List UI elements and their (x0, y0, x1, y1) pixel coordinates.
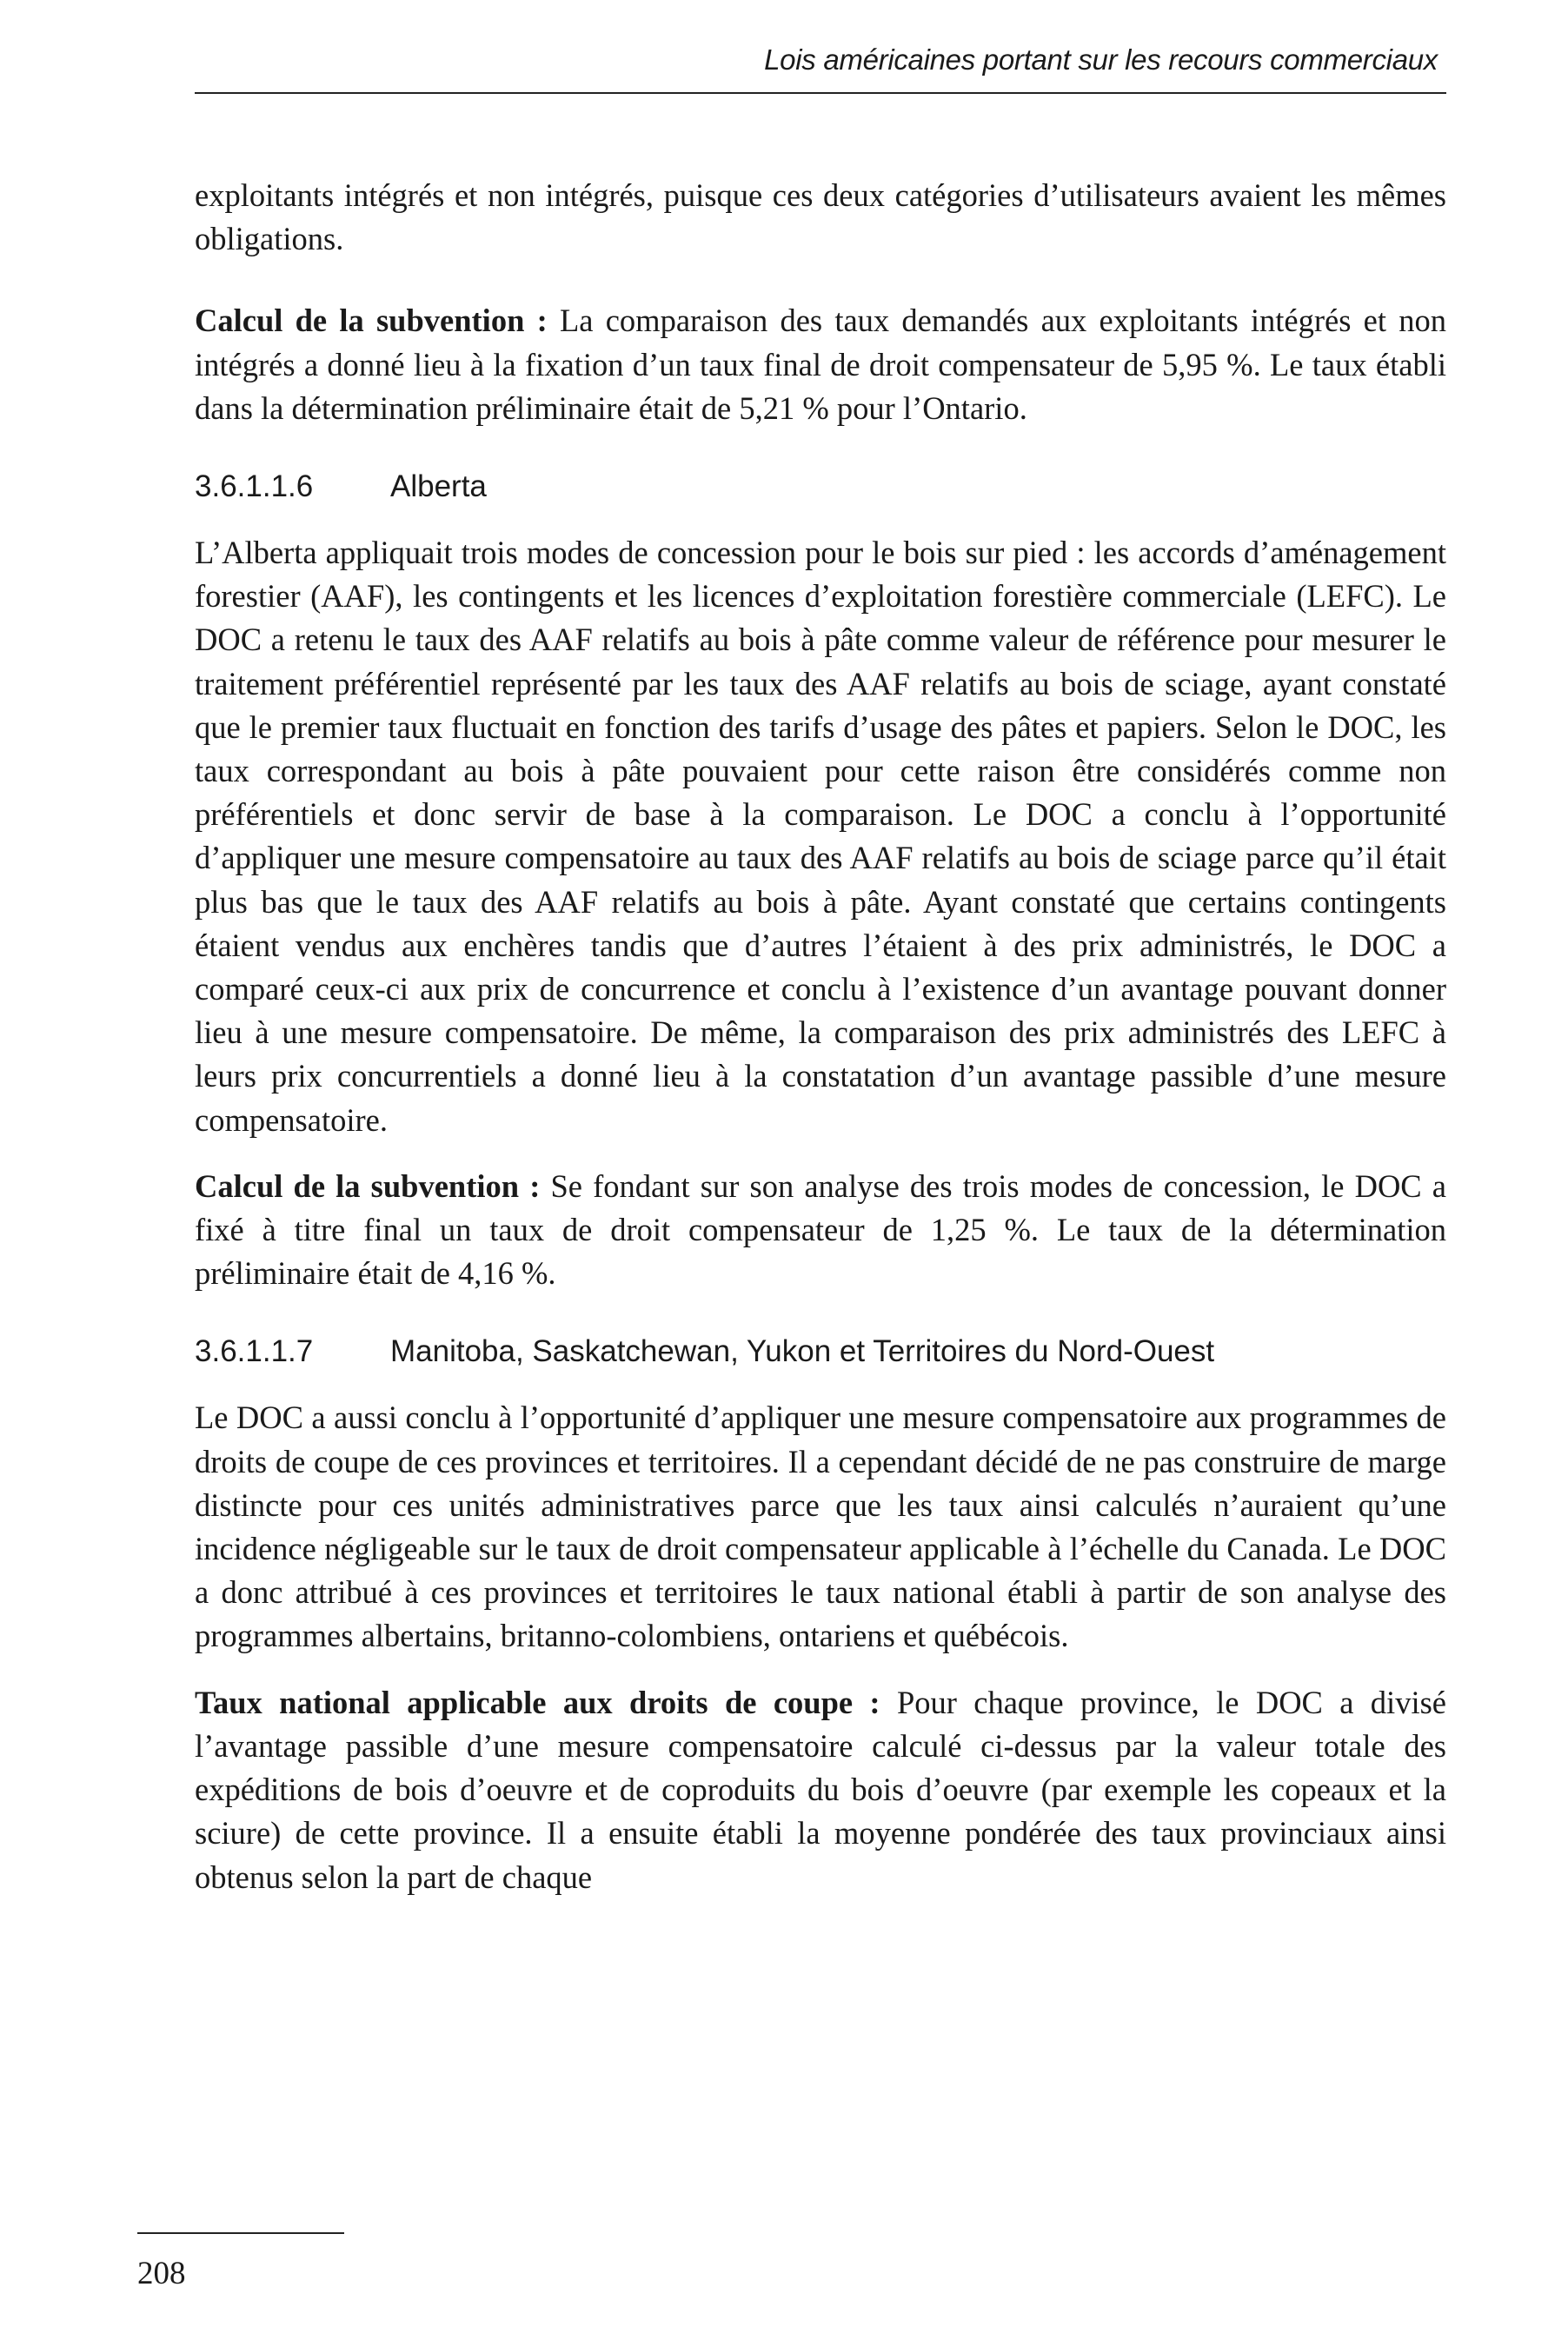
page-footer (137, 2232, 344, 2292)
section-title: Manitoba, Saskatchewan, Yukon et Territoires du Nord-Ouest (390, 1334, 1215, 1369)
paragraph-subsidy-ontario (195, 299, 1446, 430)
section-number: 3.6.1.1.7 (195, 1334, 314, 1369)
paragraph-lead: Calcul de la subvention : (195, 303, 548, 339)
paragraph-alberta: L’Alberta appliquait trois modes de concession pour le bois sur pied : les accords d’aménagement forestier (AAF), les contingents et les licences d’exploitation forestière commerciale (LEFC). Le DOC a retenu le taux des AAF relatifs au bois à pâte comme valeur de référence pour mesurer le traitement préférentiel représenté par les taux des AAF relatifs au bois de sciage, ayant constaté que le premier taux fluctuait en fonction des tarifs d’usage des pâtes et papiers. Selon le DOC, les taux correspondant au bois à pâte pouvaient pour cette raison être considérés comme non préférentiels et donc servir de base à la comparaison. Le DOC a conclu à l’opportunité d’appliquer une mesure compensatoire au taux des AAF relatifs au bois de sciage parce qu’il était plus bas que le taux des AAF relatifs au bois à pâte. Ayant constaté que certains contingents étaient vendus aux enchères tandis que d’autres l’étaient à des prix administrés, le DOC a comparé ceux-ci aux prix de concurrence et conclu à l’existence d’un avantage pouvant donner lieu à une mesure compensatoire. De même, la comparaison des prix administrés des LEFC à leurs prix concurrentiels a donné lieu à la constatation d’un avantage passible d’une mesure compensatoire. (195, 535, 1446, 1138)
paragraph-lead: Calcul de la subvention : (195, 1167, 541, 1204)
paragraph-text: Se fondant sur son analyse des trois modes de concession, le DOC a fixé à titre final un taux de droit compensateur de 1,25 %. Le taux de la détermination préliminaire était de 4,16 %. (195, 1167, 1446, 1292)
running-header (195, 38, 1446, 94)
page-body (195, 174, 1446, 1922)
paragraph-national-rate (195, 1681, 1446, 1899)
section-heading-alberta (195, 465, 1446, 509)
paragraph-subsidy-alberta (195, 1165, 1446, 1296)
paragraph-manitoba: Le DOC a aussi conclu à l’opportunité d’appliquer une mesure compensatoire aux programmes de droits de coupe de ces provinces et territoires. Il a cependant décidé de ne pas construire de marge distincte pour ces unités administratives parce que les taux ainsi calculés n’auraient qu’une incidence négligeable sur le taux de droit compensateur applicable à l’échelle du Canada. Le DOC a donc attribué à ces provinces et territoires le taux national établi à partir de son analyse des programmes albertains, britanno-colombiens, ontariens et québécois. (195, 1400, 1446, 1654)
section-heading-manitoba (195, 1330, 1446, 1373)
paragraph-text: Pour chaque province, le DOC a divisé l’avantage passible d’une mesure compensatoire calculé ci-dessus par la valeur totale des expéditions de bois d’oeuvre et de coproduits du bois d’oeuvre (par exemple les copeaux et la sciure) de cette province. Il a ensuite établi la moyenne pondérée des taux provinciaux ainsi obtenus selon la part de chaque (195, 1684, 1446, 1895)
page-number: 208 (137, 2256, 186, 2291)
footer-rule (137, 2232, 344, 2234)
paragraph-lead: Taux national applicable aux droits de coupe : (195, 1684, 880, 1720)
section-number: 3.6.1.1.6 (195, 469, 314, 504)
running-title: Lois américaines portant sur les recours commerciaux (764, 43, 1438, 76)
paragraph-continuation: exploitants intégrés et non intégrés, puisque ces deux catégories d’utilisateurs avaient les mêmes obligations. (195, 177, 1446, 257)
paragraph-text: La comparaison des taux demandés aux exploitants intégrés et non intégrés a donné lieu à la fixation d’un taux final de droit compensateur de 5,95 %. Le taux établi dans la détermination préliminaire était de 5,21 % pour l’Ontario. (195, 303, 1446, 426)
section-title: Alberta (390, 469, 487, 504)
